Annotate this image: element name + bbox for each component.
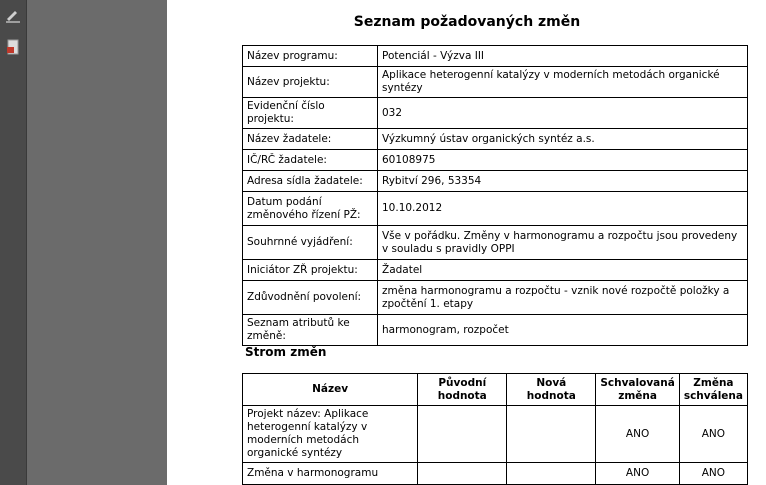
info-value: harmonogram, rozpočet [378,315,748,346]
tree-approving: ANO [596,406,680,463]
info-value: Výzkumný ústav organických syntéz a.s. [378,129,748,150]
info-label: Název projektu: [243,67,378,98]
col-original-header: Původní hodnota [418,374,507,406]
info-value: změna harmonogramu a rozpočtu - vznik nové rozpočtě položky a zpočtění 1. etapy [378,281,748,315]
info-row [243,98,748,129]
tree-approving: ANO [596,463,680,485]
info-value: Aplikace heterogenní katalýzy v moderních metodách organické syntézy [378,67,748,98]
tree-row [243,406,748,463]
info-label: Iniciátor ZŘ projektu: [243,260,378,281]
info-label: Název žadatele: [243,129,378,150]
page-title: Seznam požadovaných změn [353,14,581,30]
info-row [243,315,748,346]
document-page [168,0,766,485]
tree-row [243,463,748,485]
col-approving-header: Schvalovaná změna [596,374,680,406]
info-row [243,281,748,315]
info-value: Potenciál - Výzva III [378,46,748,67]
tree-approved: ANO [679,406,747,463]
tree-new [507,406,596,463]
info-value: Žadatel [378,260,748,281]
tree-original [418,463,507,485]
info-value: Rybitví 296, 53354 [378,171,748,192]
col-name-header: Název [243,374,418,406]
left-toolbar [0,0,27,485]
info-row [243,226,748,260]
info-label: Seznam atributů ke změně: [243,315,378,346]
info-label: Datum podání změnového řízení PŽ: [243,192,378,226]
info-row [243,192,748,226]
tree-approved: ANO [679,463,747,485]
tree-header-row [243,374,748,406]
info-table [242,45,748,346]
info-value: Vše v pořádku. Změny v harmonogramu a rozpočtu jsou provedeny v souladu s pravidly OPPI [378,226,748,260]
info-row [243,129,748,150]
info-value: 60108975 [378,150,748,171]
tree-new [507,463,596,485]
info-row [243,150,748,171]
col-approved-header: Změna schválena [679,374,747,406]
info-label: Zdůvodnění povolení: [243,281,378,315]
tree-original [418,406,507,463]
info-label: Souhrnné vyjádření: [243,226,378,260]
info-label: Adresa sídla žadatele: [243,171,378,192]
section-title: Strom změn [245,345,327,359]
info-label: IČ/RČ žadatele: [243,150,378,171]
info-row [243,67,748,98]
info-value: 10.10.2012 [378,192,748,226]
sign-icon[interactable] [4,6,22,24]
change-tree-table [242,373,748,485]
info-value: 032 [378,98,748,129]
tree-name: Změna v harmonogramu [243,463,418,485]
info-label: Evidenční číslo projektu: [243,98,378,129]
attachment-icon[interactable] [4,38,22,56]
info-row [243,260,748,281]
info-row [243,46,748,67]
info-row [243,171,748,192]
navigation-panel [27,0,167,485]
tree-name: Projekt název: Aplikace heterogenní katalýzy v moderních metodách organické syntézy [243,406,418,463]
col-new-header: Nová hodnota [507,374,596,406]
info-label: Název programu: [243,46,378,67]
